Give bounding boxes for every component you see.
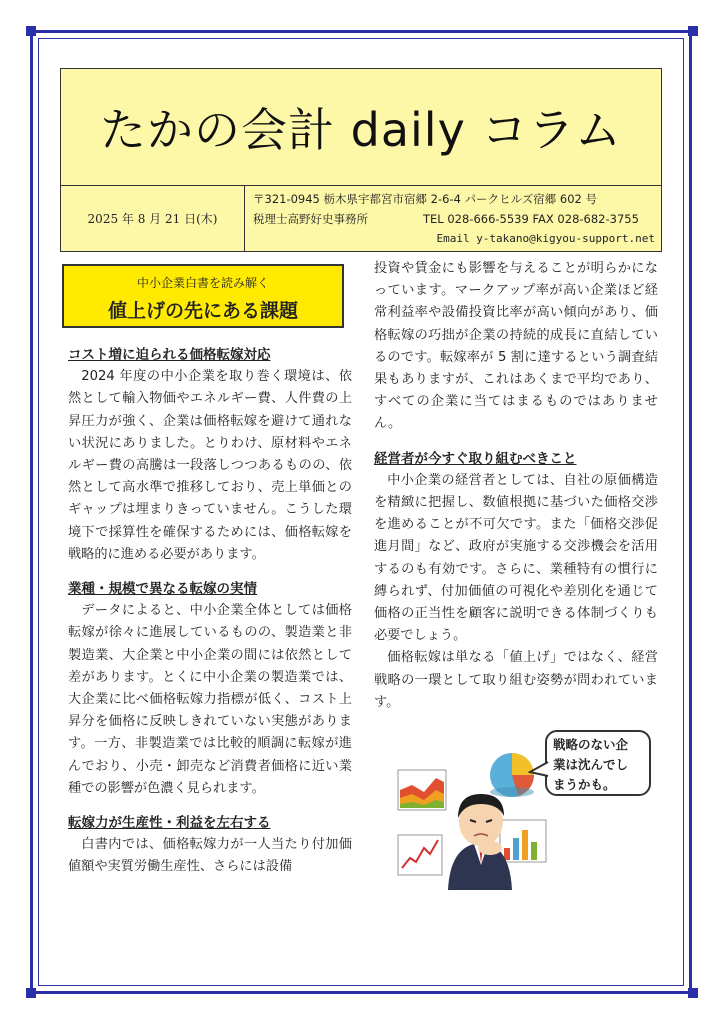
right-column: [374, 258, 658, 714]
section-paragraph: 2024 年度の中小企業を取り巻く環境は、依然として輸入物価やエネルギー費、人件費の上昇圧力が強く、企業は価格転嫁を避けて通れない状況にありました。とりわけ、原材料やエネルギー費の高騰は一段落しつつあるものの、依然として高水準で推移しており、売上単価とのギャップは埋まりきっていません。こうした環境下で採算性を確保するためには、価格転嫁を戦略的に進める必要があります。: [68, 369, 352, 562]
banner-subtitle: 中小企業白書を読み解く: [136, 276, 269, 290]
left-column: [68, 344, 352, 879]
office-contact: [253, 189, 655, 249]
office-tel-fax: TEL 028-666-5539 FAX 028-682-3755: [423, 212, 639, 226]
issue-date: 2025 年 8 月 21 日(木): [61, 186, 245, 251]
speech-bubble-line: まうかも。: [553, 777, 616, 792]
corner-ornament: [688, 26, 698, 36]
masthead: [60, 68, 662, 186]
corner-ornament: [26, 988, 36, 998]
section-heading: 転嫁力が生産性・利益を左右する: [68, 815, 271, 832]
section-heading: コスト増に迫られる価格転嫁対応: [68, 347, 271, 363]
corner-ornament: [688, 988, 698, 998]
speech-bubble-tail: [528, 760, 550, 780]
masthead-info: [60, 186, 662, 252]
speech-bubble-line: 戦略のない企: [553, 737, 629, 752]
section-heading: 経営者が今すぐ取り組むべきこと: [374, 450, 577, 467]
bar-chart-icon: [500, 820, 546, 862]
area-chart-icon: [398, 770, 446, 810]
continued-paragraph: 投資や賃金にも影響を与えることが明らかになっています。マークアップ率が高い企業ほど経常利益率や設備投資比率が高い傾向があり、価格転嫁の巧拙が企業の持続的成長に直結しているのです。転嫁率が 5 割に達するという調査結果もありますが、これはあくまで平均であり、すべての企業に当てはまるものではありません。: [374, 261, 658, 432]
speech-bubble-line: 業は沈んでし: [553, 757, 629, 772]
line-chart-icon: [398, 835, 442, 875]
section-paragraph: 価格転嫁は単なる「値上げ」ではなく、経営戦略の一環として取り組む姿勢が問われています。: [374, 650, 658, 710]
office-name: 税理士高野好史事務所: [253, 212, 368, 226]
banner-title: 値上げの先にある課題: [107, 300, 298, 322]
corner-ornament: [26, 26, 36, 36]
section-paragraph: データによると、中小企業全体としては価格転嫁が徐々に進展しているものの、製造業と非製造業、大企業と中小企業の間には依然として差があります。とくに中小企業の製造業では、大企業に比べ価格転嫁力指標が低く、コスト上昇分を価格に反映しきれていない実態があります。一方、非製造業では比較的順調に転嫁が進んでおり、小売・卸売など消費者価格に近い業種での影響が色濃く見られます。: [68, 603, 352, 796]
section-paragraph: 白書内では、価格転嫁力が一人当たり付加価値額や実質労働生産性、さらには設備: [68, 837, 352, 875]
office-address: 〒321-0945 栃木県宇都宮市宿郷 2-6-4 パークヒルズ宿郷 602 号: [253, 192, 597, 206]
section-heading: 業種・規模で異なる転嫁の実情: [68, 581, 257, 598]
speech-bubble: [545, 730, 651, 796]
section-paragraph: 中小企業の経営者としては、自社の原価構造を精緻に把握し、数値根拠に基づいた価格交渉を進めることが不可欠です。また「価格交渉促進月間」など、政府が実施する交渉機会を活用するのも有効です。さらに、業種特有の慣行に縛られず、付加価値の可視化や差別化を通じて価格の正当性を顧客に説明できる体制づくりも必要でしょう。: [374, 472, 658, 644]
office-email: Email y-takano@kigyou-support.net: [436, 232, 655, 245]
article-banner: [62, 264, 344, 328]
newsletter-title: たかの会計 daily コラム: [100, 103, 622, 157]
